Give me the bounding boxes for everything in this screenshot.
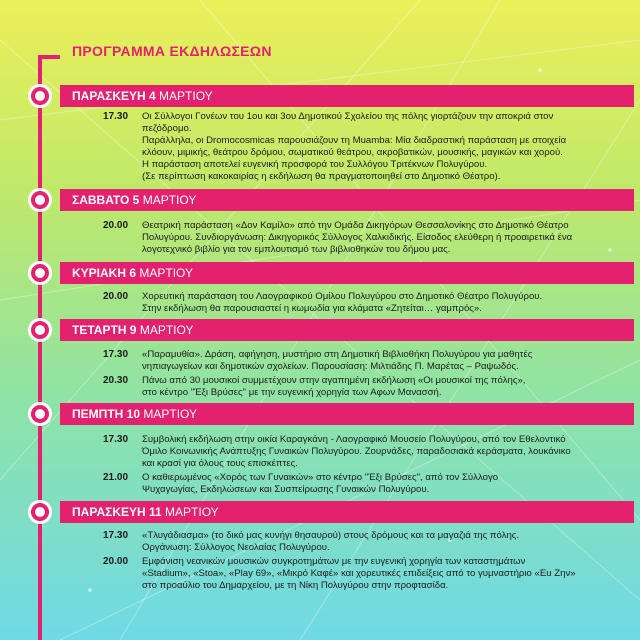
event-description: Θεατρική παράσταση «Δον Καμίλο» από την Ομάδα Δικηγόρων Θεσσαλονίκης στο Δημοτικό Θέατρο Πολυγύρου. Συνδιοργάνωση: Δικηγορικός Σύλλογος Χαλκιδικής. Είσοδος ελεύθερη ή προαιρετικά ένα λογοτεχνικό βιβλίο για τον εμπλουτισμό των βιβλιοθηκών του δήμου μας. — [142, 220, 573, 255]
day-header: ΠΑΡΑΣΚΕΥΗ 4 ΜΑΡΤΙΟΥ — [60, 85, 634, 107]
page-title: ΠΡΟΓΡΑΜΜΑ ΕΚΔΗΛΩΣΕΩΝ — [72, 43, 272, 59]
timeline-dot — [28, 500, 52, 524]
timeline-dot — [28, 261, 52, 285]
timeline-dot — [28, 188, 52, 212]
event-description: Οι Σύλλογοι Γονέων του 1ου και 3ου Δημοτικού Σχολείου της πόλης γιορτάζουν την αποκριά στον πεζόδρομο. Παράλληλα, οι Dromocosmicas παρουσιάζουν τη Muamba: Μία διαδραστική παράσταση με στοιχεία κλόουν, μιμικής, θεάτρου δρόμου, σωματικού θεάτρου, ακροβατικών, μουσικής, μαγικών και χορού. Η παράσταση αποτελεί ευγενική προσφορά του Συλλόγου Τριτέκνων Πολυγύρου. (Σε περίπτωση κακοκαιρίας η εκδήλωση θα πραγματοποιηθεί στο Δημοτικό Θέατρο). — [142, 111, 567, 182]
event-time: 20.00 — [103, 556, 129, 567]
event-time: 20.00 — [103, 291, 129, 302]
event-time: 17.30 — [103, 530, 129, 541]
day-header: ΠΑΡΑΣΚΕΥΗ 11 ΜΑΡΤΙΟΥ — [60, 501, 634, 523]
event-time: 17.30 — [103, 111, 129, 122]
event-time: 17.30 — [103, 434, 129, 445]
event-description: Χορευτική παράσταση του Λαογραφικού Ομίλου Πολυγύρου στο Δημοτικό Θέατρο Πολυγύρου. Στην εκδήλωση θα παρουσιαστεί η κωμωδία για κλάματα «Ζητείται… γαμπρός». — [142, 291, 543, 314]
event-description: «Παραμυθία». Δράση, αφήγηση, μυστήριο στη Δημοτική Βιβλιοθήκη Πολυγύρου για μαθητές νηπιαγωγείων και δημοτικών σχολείων. Παρουσίαση: Μιλτιάδης Π. Μαρέτας – Ραψωδός. — [142, 349, 533, 372]
event-time: 21.00 — [103, 472, 129, 483]
event-time: 17.30 — [103, 349, 129, 360]
timeline-rail-top — [38, 55, 60, 59]
timeline-dot — [28, 318, 52, 342]
event-time: 20.30 — [103, 375, 129, 386]
event-description: Εμφάνιση νεανικών μουσικών συγκροτημάτων με την ευγενική χορηγία των καταστημάτων «Stadium», «Stoa», «Play 69», «Μικρό Καφέ» και χορευτικές επιδείξεις από το γυμναστήριο «Eu Zην» στο προαύλιο του Δημαρχείου, με τη Νίκη Πολυγύρου στην προφτασίδα. — [142, 556, 576, 591]
event-description: «Τλυγάδιασμα» (το δικό μας κυνήγι θησαυρού) στους δρόμους και τα μαγαζιά της πόλης. Οργάνωση: Σύλλογος Νεολαίας Πολυγύρου. — [142, 530, 520, 553]
event-description: Πάνω από 30 μουσικοί συμμετέχουν στην αγαπημένη εκδήλωση «Οι μουσικοί της πόλης», στο κέντρο "Έξι Βρύσες" με την ευγενική χορηγία των Αφων Μανασσή. — [142, 375, 526, 398]
day-header: ΚΥΡΙΑΚΗ 6 ΜΑΡΤΙΟΥ — [60, 262, 634, 284]
timeline-rail — [38, 55, 42, 640]
day-header: ΠΕΜΠΤΗ 10 ΜΑΡΤΙΟΥ — [60, 403, 634, 425]
event-time: 20.00 — [103, 220, 129, 231]
event-description: Συμβολική εκδήλωση στην οικία Καραγκάνη - Λαογραφικό Μουσείο Πολυγύρου, από τον Εθελοντικό Όμιλο Κοινωνικής Ανάπτυξης Γυναικών Πολυγύρου. Ζουρνάδες, παραδοσιακά κεράσματα, λουκάνικο και κρασί για όλους τους επισκέπτες. — [142, 434, 571, 469]
timeline-dot — [28, 84, 52, 108]
day-header: ΤΕΤΑΡΤΗ 9 ΜΑΡΤΙΟΥ — [60, 319, 634, 341]
day-header: ΣΑΒΒΑΤΟ 5 ΜΑΡΤΙΟΥ — [60, 189, 634, 211]
timeline-dot — [28, 402, 52, 426]
event-description: Ο καθιερωμένος «Χορός των Γυναικών» στο κέντρο "Έξι Βρύσες", από τον Σύλλογο Ψυχαγωγίας, Εκδηλώσεων και Συσπείρωσης Γυναικών Πολυγύρου. — [142, 472, 499, 495]
